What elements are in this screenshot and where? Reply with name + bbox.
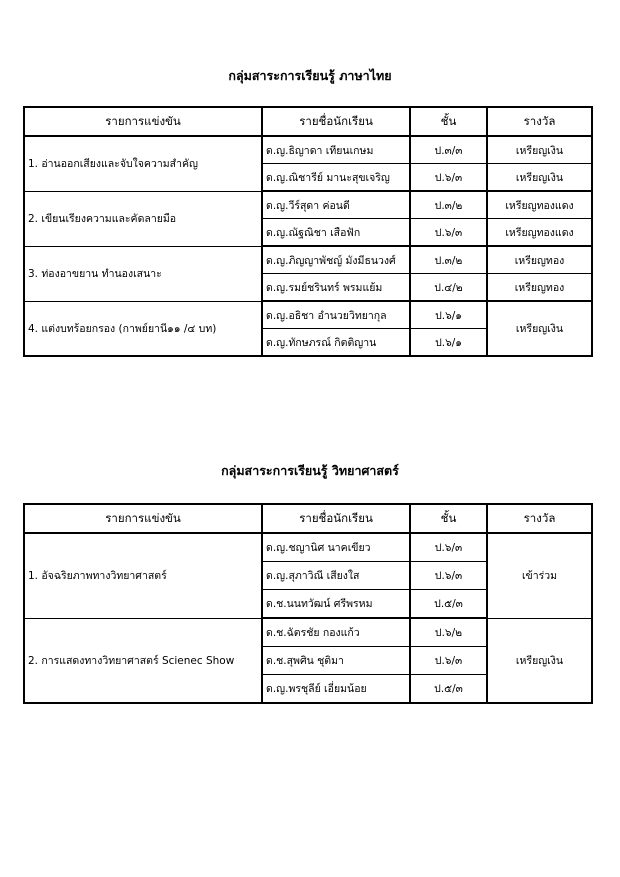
grade-cell: ป.๔/๒ xyxy=(410,274,487,302)
header-award: รางวัล xyxy=(487,504,592,533)
section-title-science: กลุ่มสาระการเรียนรู้ วิทยาศาสตร์ xyxy=(221,463,399,478)
student-name: ด.ญ.ทักษภรณ์ กิตติญาน xyxy=(262,329,410,357)
table-row xyxy=(24,136,592,164)
table-row xyxy=(24,301,592,329)
award-cell: เหรียญเงิน xyxy=(487,301,592,356)
grade-cell: ป.๖/๓ xyxy=(410,219,487,247)
student-name: ด.ช.สุพศิน ชุติมา xyxy=(262,647,410,675)
header-competition: รายการแข่งขัน xyxy=(24,504,262,533)
competition-name: 1. อ่านออกเสียงและจับใจความสำคัญ xyxy=(24,136,262,191)
award-cell: เหรียญเงิน xyxy=(487,618,592,703)
grade-cell: ป.๕/๓ xyxy=(410,675,487,704)
student-name: ด.ญ.พรชุลีย์ เอี่ยมน้อย xyxy=(262,675,410,704)
grade-cell: ป.๕/๓ xyxy=(410,590,487,619)
award-cell: เหรียญเงิน xyxy=(487,164,592,192)
table-row xyxy=(24,191,592,219)
grade-cell: ป.๖/๓ xyxy=(410,533,487,562)
table-row xyxy=(24,618,592,647)
header-student: รายชื่อนักเรียน xyxy=(262,107,410,136)
grade-cell: ป.๖/๑ xyxy=(410,329,487,357)
competition-name: 2. การแสดงทางวิทยาศาสตร์ Scienec Show xyxy=(24,618,262,703)
table-header-row xyxy=(24,107,592,136)
grade-cell: ป.๖/๒ xyxy=(410,618,487,647)
student-name: ด.ช.ฉัตรชัย กองแก้ว xyxy=(262,618,410,647)
grade-cell: ป.๓/๒ xyxy=(410,191,487,219)
table-header-row xyxy=(24,504,592,533)
grade-cell: ป.๖/๓ xyxy=(410,647,487,675)
science-award-table xyxy=(23,503,593,704)
student-name: ด.ญ.ชญานิศ นาคเขียว xyxy=(262,533,410,562)
student-name: ด.ช.นนทวัฒน์ ศรีพรหม xyxy=(262,590,410,619)
competition-name: 3. ท่องอาขยาน ทำนองเสนาะ xyxy=(24,246,262,301)
competition-name: 2. เขียนเรียงความและคัดลายมือ xyxy=(24,191,262,246)
award-cell: เข้าร่วม xyxy=(487,533,592,618)
award-cell: เหรียญเงิน xyxy=(487,136,592,164)
award-cell: เหรียญทอง xyxy=(487,274,592,302)
student-name: ด.ญ.ณัฐณิชา เสือฟัก xyxy=(262,219,410,247)
student-name: ด.ญ.วีร์สุดา ค่อนดี xyxy=(262,191,410,219)
header-grade: ชั้น xyxy=(410,504,487,533)
grade-cell: ป.๓/๒ xyxy=(410,246,487,274)
student-name: ด.ญ.ธิญาดา เทียนเกษม xyxy=(262,136,410,164)
award-cell: เหรียญทอง xyxy=(487,246,592,274)
thai-award-table xyxy=(23,106,593,357)
table-row xyxy=(24,246,592,274)
grade-cell: ป.๖/๓ xyxy=(410,562,487,590)
student-name: ด.ญ.สุภาวิณี เสียงใส xyxy=(262,562,410,590)
student-name: ด.ญ.อธิชา อำนวยวิทยากุล xyxy=(262,301,410,329)
table-row xyxy=(24,533,592,562)
student-name: ด.ญ.ณิชารีย์ มานะสุขเจริญ xyxy=(262,164,410,192)
header-grade: ชั้น xyxy=(410,107,487,136)
grade-cell: ป.๖/๓ xyxy=(410,164,487,192)
header-competition: รายการแข่งขัน xyxy=(24,107,262,136)
award-cell: เหรียญทองแดง xyxy=(487,219,592,247)
header-student: รายชื่อนักเรียน xyxy=(262,504,410,533)
section-title-thai: กลุ่มสาระการเรียนรู้ ภาษาไทย xyxy=(228,68,392,83)
competition-name: 4. แต่งบทร้อยกรอง (กาพย์ยานี๑๑ /๔ บท) xyxy=(24,301,262,356)
header-award: รางวัล xyxy=(487,107,592,136)
student-name: ด.ญ.ภิญญาพัชญ์ มังมีธนวงศ์ xyxy=(262,246,410,274)
competition-name: 1. อัจฉริยภาพทางวิทยาศาสตร์ xyxy=(24,533,262,618)
award-cell: เหรียญทองแดง xyxy=(487,191,592,219)
student-name: ด.ญ.รมย์ชรินทร์ พรมแย้ม xyxy=(262,274,410,302)
grade-cell: ป.๓/๓ xyxy=(410,136,487,164)
grade-cell: ป.๖/๑ xyxy=(410,301,487,329)
